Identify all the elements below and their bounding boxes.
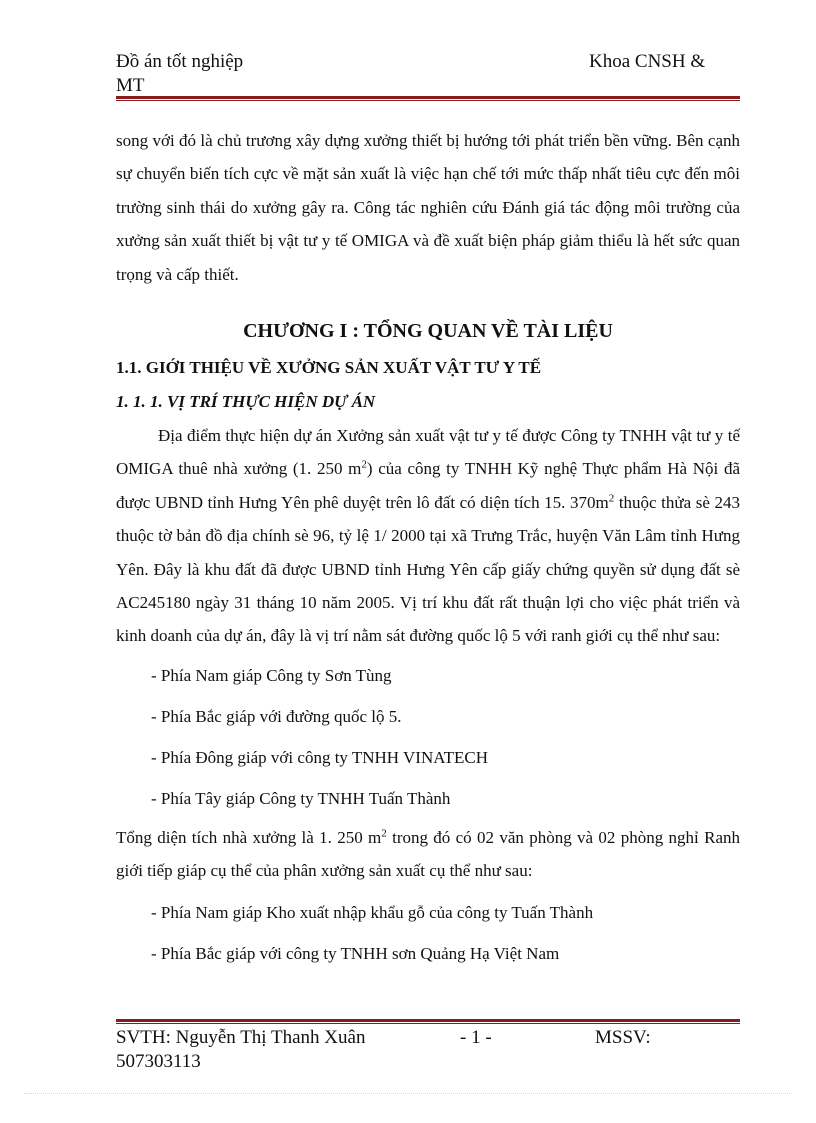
header-rule bbox=[116, 96, 740, 101]
footer-mssv-value: 507303113 bbox=[116, 1051, 201, 1072]
footer-student-name: SVTH: Nguyễn Thị Thanh Xuân bbox=[116, 1027, 366, 1048]
workshop-boundary-north: - Phía Bắc giáp với công ty TNHH sơn Quảng Hạ Việt Nam bbox=[151, 943, 560, 963]
page-body bbox=[116, 124, 740, 974]
header-faculty-label-continued: MT bbox=[116, 75, 145, 96]
page-bottom-divider bbox=[24, 1093, 792, 1094]
area-paragraph bbox=[116, 821, 740, 888]
superscript-2: 2 bbox=[361, 458, 367, 471]
workshop-boundary-list bbox=[116, 892, 740, 974]
area-text-part-1: Tổng diện tích nhà xưởng là 1. 250 m bbox=[116, 827, 382, 847]
section-heading-1-1-1: 1. 1. 1. VỊ TRÍ THỰC HIỆN DỰ ÁN bbox=[116, 392, 376, 412]
intro-paragraph: song với đó là chủ trương xây dựng xưởng thiết bị hướng tới phát triển bền vững. Bên cạnh sự chuyển biến tích cực về mặt sản xuất là việc hạn chế tới mức thấp nhất tiêu cực đến môi trường sinh thái do xưởng gây ra. Công tác nghiên cứu Đánh giá tác động môi trường của xưởng sản xuất thiết bị vật tư y tế OMIGA và đề xuất biện pháp giảm thiểu là hết sức quan trọng và cấp thiết. bbox=[116, 131, 740, 284]
header-thesis-label: Đồ án tốt nghiệp bbox=[116, 51, 244, 72]
boundary-north: - Phía Bắc giáp với đường quốc lộ 5. bbox=[151, 706, 402, 726]
chapter-title: CHƯƠNG I : TỔNG QUAN VỀ TÀI LIỆU bbox=[243, 320, 613, 343]
boundary-west: - Phía Tây giáp Công ty TNHH Tuấn Thành bbox=[151, 788, 451, 808]
area-text-part-2: trong đó có 02 văn phòng và 02 phòng nghỉ Ranh giới tiếp giáp cụ thể của phân xưởng sản xuất cụ thể như sau: bbox=[116, 827, 740, 881]
footer-page-number: - 1 - bbox=[460, 1027, 492, 1048]
boundary-east: - Phía Đông giáp với công ty TNHH VINATECH bbox=[151, 747, 489, 767]
section-heading-1-1: 1.1. GIỚI THIỆU VỀ XƯỞNG SẢN XUẤT VẬT TƯ Y TẾ bbox=[116, 358, 542, 378]
location-text-part-2: ) của công ty TNHH Kỹ nghệ Thực phẩm Hà Nội đã được UBND tỉnh Hưng Yên phê duyệt trên lô đất có diện tích 15. 370m bbox=[116, 459, 740, 512]
superscript-2: 2 bbox=[608, 492, 615, 505]
superscript-2: 2 bbox=[381, 827, 387, 840]
location-text-part-1: Địa điểm thực hiện dự án Xưởng sản xuất vật tư y tế được Công ty TNHH vật tư y tế OMIGA thuê nhà xưởng (1. 250 m bbox=[116, 426, 740, 479]
boundary-south: - Phía Nam giáp Công ty Sơn Tùng bbox=[151, 665, 392, 685]
header-faculty-label: Khoa CNSH & bbox=[589, 51, 706, 72]
location-text-part-3: thuộc thửa sè 243 thuộc tờ bản đồ địa chính sè 96, tỷ lệ 1/ 2000 tại xã Trưng Trắc, huyện Văn Lâm tỉnh Hưng Yên. Đây là khu đất đã được UBND tỉnh Hưng Yên cấp giấy chứng quyền sử dụng đất sè AC245180 ngày 31 tháng 10 năm 2005. Vị trí khu đất rất thuận lợi cho việc phát triển và kinh doanh của dự án, đây là vị trí nằm sát đường quốc lộ 5 với ranh giới cụ thể như sau: bbox=[116, 492, 740, 646]
footer-rule bbox=[116, 1019, 740, 1024]
workshop-boundary-south: - Phía Nam giáp Kho xuất nhập khẩu gỗ của công ty Tuấn Thành bbox=[151, 902, 594, 922]
boundary-list bbox=[116, 655, 740, 819]
footer-mssv-label: MSSV: bbox=[595, 1027, 651, 1048]
location-paragraph bbox=[116, 419, 740, 653]
